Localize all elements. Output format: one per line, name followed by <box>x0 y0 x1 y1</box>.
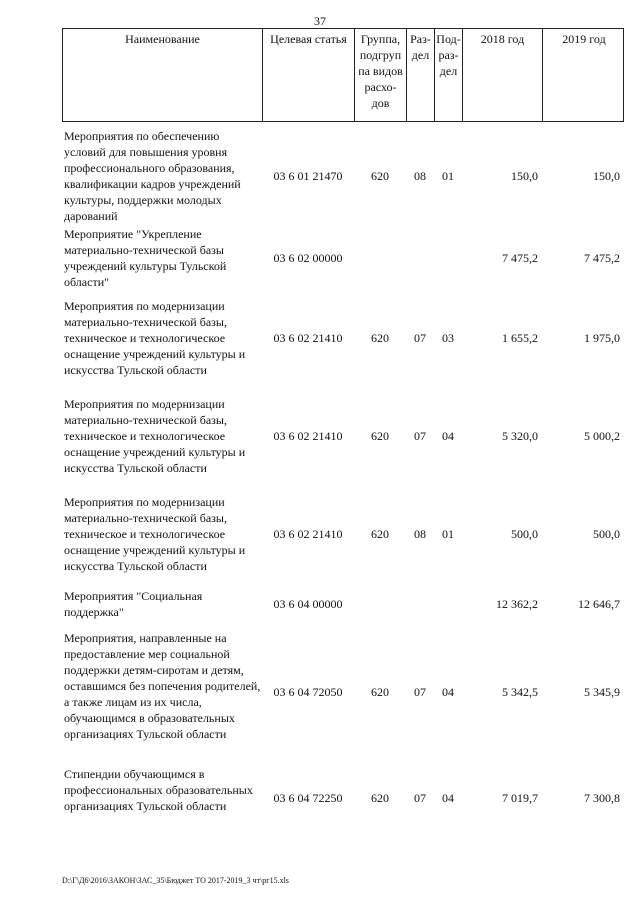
row-subsection: 03 <box>442 331 454 345</box>
row-2019: 1 975,0 <box>584 331 620 345</box>
row-2018: 500,0 <box>511 527 538 541</box>
row-name: Стипендии обучающимся в профессиональных образовательных организациях Тульской области <box>64 767 253 813</box>
row-name: Мероприятия, направленные на предоставление мер социальной поддержки детям-сиротам и детям, оставшимся без попечения родителей, а также лицам из их числа, обучающимся в образовательных организациях Тульской области <box>64 631 261 741</box>
table-row <box>62 588 624 620</box>
row-2019: 150,0 <box>593 169 620 183</box>
row-subsection: 04 <box>442 685 454 699</box>
row-2018: 5 320,0 <box>502 429 538 443</box>
file-path-footer: D:\Г\Д6\2016\ЗАКОН\ЗАС_35\Бюджет ТО 2017-2019_3 чт\рг15.xls <box>62 876 289 885</box>
header-name: Наименование <box>63 29 263 121</box>
table-row <box>62 128 624 224</box>
table-row <box>62 494 624 574</box>
row-subsection: 01 <box>442 527 454 541</box>
row-section: 07 <box>414 429 426 443</box>
row-2018: 1 655,2 <box>502 331 538 345</box>
row-target: 03 6 01 21470 <box>273 169 343 183</box>
row-group: 620 <box>371 331 389 345</box>
row-target: 03 6 02 00000 <box>273 251 343 265</box>
row-name: Мероприятия по модернизации материально-технической базы, техническое и технологическое оснащение учреждений культуры и искусства Тульской области <box>64 397 246 475</box>
header-2019: 2019 год <box>562 32 606 46</box>
row-group: 620 <box>371 527 389 541</box>
header-target: Целевая статья <box>263 29 355 121</box>
row-2018: 5 342,5 <box>502 685 538 699</box>
row-group: 620 <box>371 685 389 699</box>
row-2019: 5 345,9 <box>584 685 620 699</box>
row-2019: 7 475,2 <box>584 251 620 265</box>
row-target: 03 6 02 21410 <box>273 331 343 345</box>
table-row <box>62 298 624 378</box>
table-header <box>62 28 624 122</box>
page-number: 37 <box>314 14 326 28</box>
row-section: 08 <box>414 169 426 183</box>
row-target: 03 6 04 00000 <box>273 597 343 611</box>
row-section: 07 <box>414 331 426 345</box>
header-group: Группа, подгруп па видов расхо- дов <box>355 29 407 121</box>
table-row <box>62 766 624 830</box>
row-2018: 12 362,2 <box>496 597 538 611</box>
row-2019: 500,0 <box>593 527 620 541</box>
row-section: 07 <box>414 685 426 699</box>
row-name: Мероприятие "Укрепление материально-технической базы учреждений культуры Тульской области" <box>64 227 227 289</box>
header-subsection: Под- раз- дел <box>435 29 463 121</box>
row-2018: 7 475,2 <box>502 251 538 265</box>
row-2018: 150,0 <box>511 169 538 183</box>
row-target: 03 6 02 21410 <box>273 527 343 541</box>
row-section: 07 <box>414 791 426 805</box>
row-target: 03 6 04 72250 <box>273 791 343 805</box>
row-target: 03 6 04 72050 <box>273 685 343 699</box>
row-group: 620 <box>371 169 389 183</box>
row-2019: 12 646,7 <box>578 597 620 611</box>
row-subsection: 01 <box>442 169 454 183</box>
row-target: 03 6 02 21410 <box>273 429 343 443</box>
row-2019: 7 300,8 <box>584 791 620 805</box>
row-name: Мероприятия по обеспечению условий для повышения уровня профессионального образования, квалификации кадров учреждений культуры, поддержки молодых дарований <box>64 129 241 223</box>
row-name: Мероприятия по модернизации материально-технической базы, техническое и технологическое оснащение учреждений культуры и искусства Тульской области <box>64 299 246 377</box>
row-section: 08 <box>414 527 426 541</box>
header-2018: 2018 год <box>463 29 543 121</box>
row-subsection: 04 <box>442 429 454 443</box>
row-group: 620 <box>371 429 389 443</box>
table-row <box>62 396 624 476</box>
row-2018: 7 019,7 <box>502 791 538 805</box>
row-group: 620 <box>371 791 389 805</box>
header-section: Раз- дел <box>407 29 435 121</box>
row-subsection: 04 <box>442 791 454 805</box>
row-name: Мероприятия по модернизации материально-технической базы, техническое и технологическое оснащение учреждений культуры и искусства Тульской области <box>64 495 246 573</box>
table-row <box>62 630 624 758</box>
table-row <box>62 226 624 290</box>
row-name: Мероприятия "Социальная поддержка" <box>64 589 203 619</box>
row-2019: 5 000,2 <box>584 429 620 443</box>
